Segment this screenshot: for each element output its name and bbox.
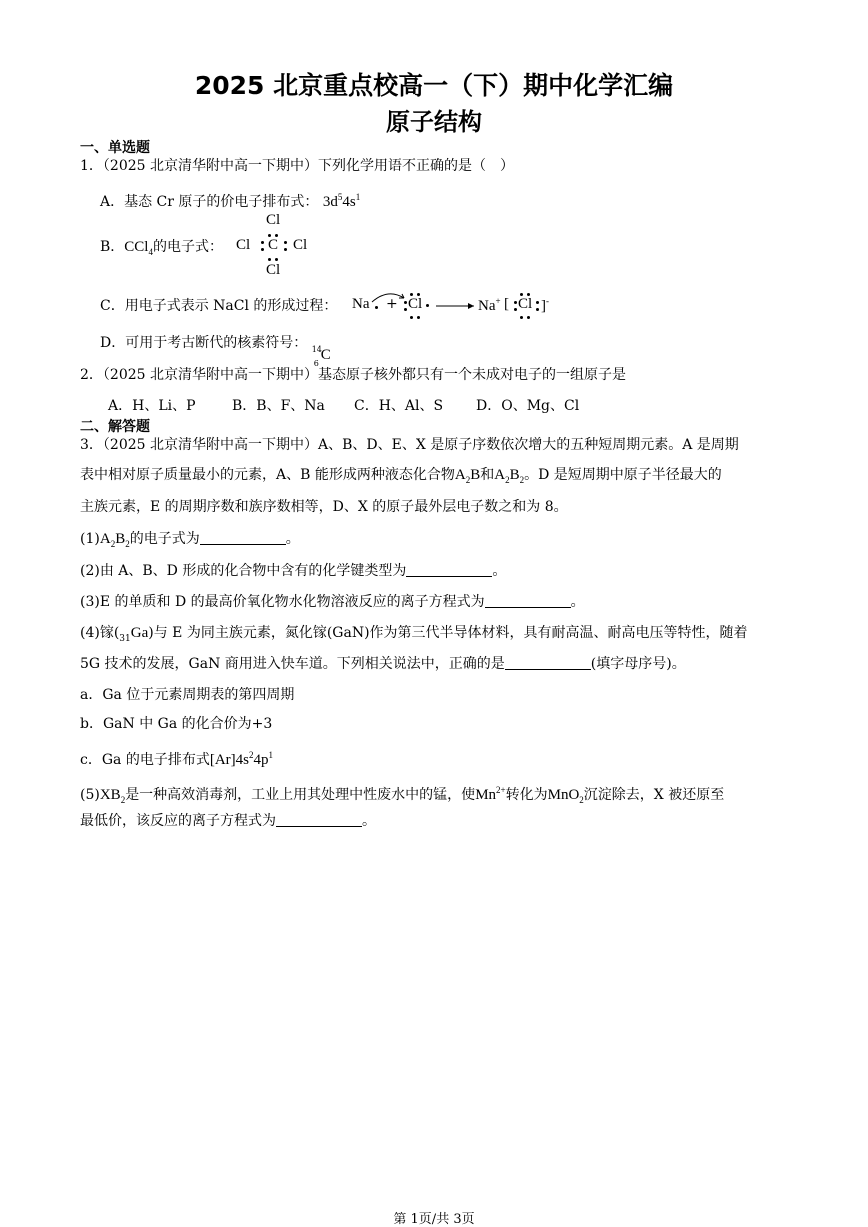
q3-part2: (2)由 A、B、D 形成的化合物中含有的化学键类型为 。 <box>80 563 507 579</box>
electron-dot <box>375 306 378 309</box>
q3-part1: $(1)A_2B_2$的电子式为 。 <box>80 531 300 549</box>
bracket-close: ]- <box>541 296 549 314</box>
section-answer: 二、解答题 <box>80 419 150 435</box>
electron-dot <box>417 293 420 296</box>
q1-option-c: C．用电子式表示 NaCl 的形成过程： <box>100 298 338 314</box>
answer-blank[interactable] <box>276 812 362 827</box>
q3-option-b: b．GaN 中 Ga 的化合价为+3 <box>80 716 273 732</box>
electron-dot <box>527 293 530 296</box>
nacl-formation-diagram <box>348 290 558 322</box>
q1-option-a <box>100 188 360 211</box>
cl-ion: Cl <box>518 296 533 312</box>
document-subtitle: 原子结构 <box>386 108 482 136</box>
document-title: 2025 北京重点校高一（下）期中化学汇编 <box>194 71 674 100</box>
electron-dot <box>536 301 539 304</box>
electron-dot <box>268 234 271 237</box>
electron-dot <box>275 258 278 261</box>
section-single-choice: 一、单选题 <box>80 140 150 156</box>
cl-atom: Cl <box>408 296 423 312</box>
bracket-open: [ <box>504 296 509 312</box>
q1-option-b: B．CCl$_4$的电子式： <box>100 239 223 257</box>
q3-line2: 表中相对原子质量最小的元素，A、B 能形成两种液态化合物$A_2B$和$A_2B_2$。D 是短周期中原子半径最大的 <box>80 467 722 485</box>
ccl4-formula: CCl$_4$ <box>124 239 153 257</box>
q2-option-d: D．O、Mg、Cl <box>476 398 580 414</box>
answer-blank[interactable] <box>200 530 286 545</box>
lewis-cl-right: Cl <box>293 237 308 253</box>
electron-config: $[Ar]4s^24p^1$ <box>209 750 273 768</box>
electron-dot <box>404 308 407 311</box>
electron-dot <box>520 293 523 296</box>
q1-option-d: D．可用于考古断代的核素符号： 14 6 C <box>100 335 331 368</box>
q3-line1: 3．（2025 北京清华附中高一下期中）A、B、D、E、X 是原子序数依次增大的五种短周期元素。A 是周期 <box>80 437 739 453</box>
answer-blank[interactable] <box>406 562 492 577</box>
plus-sign: + <box>386 296 398 312</box>
q1-option-a-formula: $3d^54s^1$ <box>322 192 361 210</box>
electron-dot <box>536 308 539 311</box>
q3-line3: 主族元素，E 的周期序数和族序数相等，D、X 的原子最外层电子数之和为 8。 <box>80 499 568 515</box>
electron-dot <box>261 241 264 244</box>
electron-dot <box>261 248 264 251</box>
page-footer: 第 1页/共 3页 <box>393 1212 475 1227</box>
q3-part4-line2: 5G 技术的发展，GaN 商用进入快车道。下列相关说法中，正确的是 (填字母序号)。 <box>80 656 686 672</box>
electron-dot <box>426 304 429 307</box>
q2-option-c: C．H、Al、S <box>354 398 444 414</box>
electron-dot <box>410 316 413 319</box>
lewis-cl-left: Cl <box>236 237 251 253</box>
lewis-cl-bottom: Cl <box>266 262 281 278</box>
electron-dot <box>527 316 530 319</box>
electron-dot <box>404 301 407 304</box>
answer-blank[interactable] <box>505 655 591 670</box>
q3-option-a: a．Ga 位于元素周期表的第四周期 <box>80 687 295 703</box>
electron-dot <box>284 248 287 251</box>
reaction-arrow-icon <box>436 301 478 311</box>
lewis-cl-top: Cl <box>266 212 281 228</box>
electron-dot <box>514 301 517 304</box>
ccl4-lewis-structure <box>236 212 316 280</box>
electron-dot <box>275 234 278 237</box>
q2-option-a: A．H、Li、P <box>108 398 196 414</box>
electron-dot <box>514 308 517 311</box>
electron-dot <box>417 316 420 319</box>
q3-option-c: c．Ga 的电子排布式$[Ar]4s^24p^1$ <box>80 750 273 768</box>
electron-dot <box>410 293 413 296</box>
q3-part5: $(5)XB_2$是一种高效消毒剂，工业上用其处理中性废水中的锰，使$Mn^{2+}$转化为MnO$_2$沉淀除去，X 被还原至 <box>80 785 725 805</box>
q2-option-b: B．B、F、Na <box>232 398 325 414</box>
q3-part4: (4)镓$(_{31}Ga)$与 E 为同主族元素，氮化镓(GaN)作为第三代半导体材料，具有耐高温、耐高电压等特性，随着 <box>80 625 748 644</box>
q1-stem: 1．（2025 北京清华附中高一下期中）下列化学用语不正确的是（ ） <box>80 158 514 174</box>
electron-dot <box>520 316 523 319</box>
q1-option-a-text: A．基态 Cr 原子的价电子排布式： <box>100 194 319 210</box>
q2-stem: 2．（2025 北京清华附中高一下期中）基态原子核外都只有一个未成对电子的一组原子是 <box>80 367 626 383</box>
answer-blank[interactable] <box>485 593 571 608</box>
electron-dot <box>284 241 287 244</box>
q3-part3: (3)E 的单质和 D 的最高价氧化物水化物溶液反应的离子方程式为 。 <box>80 594 585 610</box>
na-ion: Na+ <box>478 296 501 314</box>
lewis-c-center: C <box>268 237 279 253</box>
electron-dot <box>268 258 271 261</box>
na-atom: Na <box>352 296 370 312</box>
q3-part5-line2: 最低价，该反应的离子方程式为 。 <box>80 813 376 829</box>
